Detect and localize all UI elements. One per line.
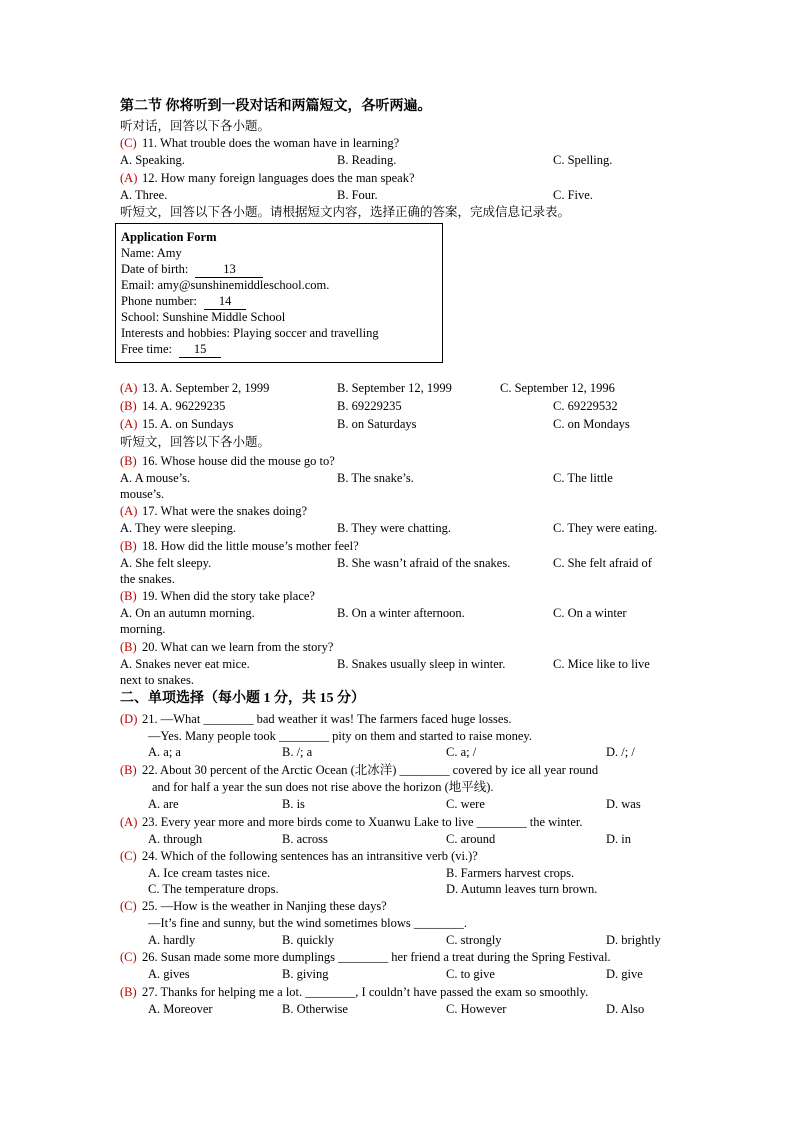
dialog-instruction: 听对话，回答以下各小题。 (120, 119, 271, 133)
question-18: (B) 18. How did the little mouse’s mother feel? (120, 539, 359, 553)
part2-heading: 二、单项选择（每小题 1 分，共 15 分） (120, 691, 365, 706)
answer-mark: (B) (120, 539, 137, 553)
question-22-options: A. are B. is C. were D. was (148, 797, 641, 811)
form-name: Name: Amy (121, 246, 182, 260)
answer-mark: (A) (120, 815, 138, 829)
question-17: (A) 17. What were the snakes doing? (120, 504, 307, 518)
question-21-options: A. a; a B. /; a C. a; / D. /; / (148, 745, 635, 759)
question-27-options: A. Moreover B. Otherwise C. However D. Also (148, 1002, 645, 1016)
passage2-instruction: 听短文，回答以下各小题。 (120, 435, 271, 449)
question-19-options: A. On an autumn morning. B. On a winter afternoon. C. On a winter (120, 606, 627, 620)
blank-15: 15 (179, 341, 221, 358)
question-14: (B) 14. A. 96229235 B. 69229235 C. 69229532 (120, 399, 618, 413)
question-18-options-cont: the snakes. (120, 572, 175, 586)
question-21-line2: —Yes. Many people took ________ pity on them and started to raise money. (148, 729, 532, 743)
question-26-options: A. gives B. giving C. to give D. give (148, 967, 643, 981)
blank-14: 14 (204, 293, 246, 310)
question-13: (A) 13. A. September 2, 1999 B. September 12, 1999 C. September 12, 1996 (120, 381, 615, 395)
question-17-options: A. They were sleeping. B. They were chatting. C. They were eating. (120, 521, 658, 535)
question-24: (C) 24. Which of the following sentences has an intransitive verb (vi.)? (120, 849, 478, 863)
question-16-options: A. A mouse’s. B. The snake’s. C. The little (120, 471, 613, 485)
application-form (115, 223, 443, 363)
question-25: (C) 25. —How is the weather in Nanjing these days? (120, 899, 387, 913)
answer-mark: (B) (120, 763, 137, 777)
question-23: (A) 23. Every year more and more birds come to Xuanwu Lake to live ________ the winter. (120, 815, 583, 829)
form-free-time: Free time: 15 (121, 341, 221, 358)
answer-mark: (A) (120, 171, 138, 185)
answer-mark: (C) (120, 849, 137, 863)
question-21: (D) 21. —What ________ bad weather it was! The farmers faced huge losses. (120, 712, 512, 726)
question-18-options: A. She felt sleepy. B. She wasn’t afraid of the snakes. C. She felt afraid of (120, 556, 652, 570)
answer-mark: (B) (120, 399, 137, 413)
form-dob: Date of birth: 13 (121, 261, 263, 278)
answer-mark: (B) (120, 640, 137, 654)
question-15: (A) 15. A. on Sundays B. on Saturdays C. on Mondays (120, 417, 630, 431)
answer-mark: (C) (120, 899, 137, 913)
question-24-options-row2: C. The temperature drops. D. Autumn leaves turn brown. (148, 882, 598, 896)
question-22-line2: and for half a year the sun does not rise above the horizon (地平线). (152, 780, 494, 794)
form-interests: Interests and hobbies: Playing soccer and travelling (121, 326, 379, 340)
question-16: (B) 16. Whose house did the mouse go to? (120, 454, 335, 468)
question-12: (A) 12. How many foreign languages does the man speak? (120, 171, 415, 185)
blank-13: 13 (195, 261, 263, 278)
question-11-options: A. Speaking. B. Reading. C. Spelling. (120, 153, 613, 167)
answer-mark: (A) (120, 504, 138, 518)
question-23-options: A. through B. across C. around D. in (148, 832, 631, 846)
question-19: (B) 19. When did the story take place? (120, 589, 315, 603)
question-25-options: A. hardly B. quickly C. strongly D. brightly (148, 933, 661, 947)
question-25-line2: —It’s fine and sunny, but the wind sometimes blows ________. (148, 916, 467, 930)
question-24-options-row1: A. Ice cream tastes nice. B. Farmers harvest crops. (148, 866, 575, 880)
answer-mark: (B) (120, 985, 137, 999)
passage1-instruction: 听短文，回答以下各小题。请根据短文内容，选择正确的答案，完成信息记录表。 (120, 205, 571, 219)
form-email: Email: amy@sunshinemiddleschool.com. (121, 278, 330, 292)
question-11: (C) 11. What trouble does the woman have in learning? (120, 136, 400, 150)
answer-mark: (C) (120, 950, 137, 964)
question-12-options: A. Three. B. Four. C. Five. (120, 188, 593, 202)
question-16-options-cont: mouse’s. (120, 487, 165, 501)
answer-mark: (B) (120, 589, 137, 603)
answer-mark: (A) (120, 381, 138, 395)
question-26: (C) 26. Susan made some more dumplings ________ her friend a treat during the Spring Festival. (120, 950, 611, 964)
form-school: School: Sunshine Middle School (121, 310, 286, 324)
question-22: (B) 22. About 30 percent of the Arctic Ocean (北冰洋) ________ covered by ice all year round (120, 763, 599, 777)
answer-mark: (C) (120, 136, 137, 150)
form-phone: Phone number: 14 (121, 293, 246, 310)
question-27: (B) 27. Thanks for helping me a lot. ________, I couldn’t have passed the exam so smoothly. (120, 985, 589, 999)
answer-mark: (B) (120, 454, 137, 468)
question-20-options: A. Snakes never eat mice. B. Snakes usually sleep in winter. C. Mice like to live (120, 657, 650, 671)
answer-mark: (D) (120, 712, 138, 726)
section-heading: 第二节 你将听到一段对话和两篇短文，各听两遍。 (120, 99, 432, 114)
question-19-options-cont: morning. (120, 622, 166, 636)
form-title: Application Form (121, 230, 217, 244)
answer-mark: (A) (120, 417, 138, 431)
question-20: (B) 20. What can we learn from the story? (120, 640, 334, 654)
question-20-options-cont: next to snakes. (120, 673, 194, 687)
